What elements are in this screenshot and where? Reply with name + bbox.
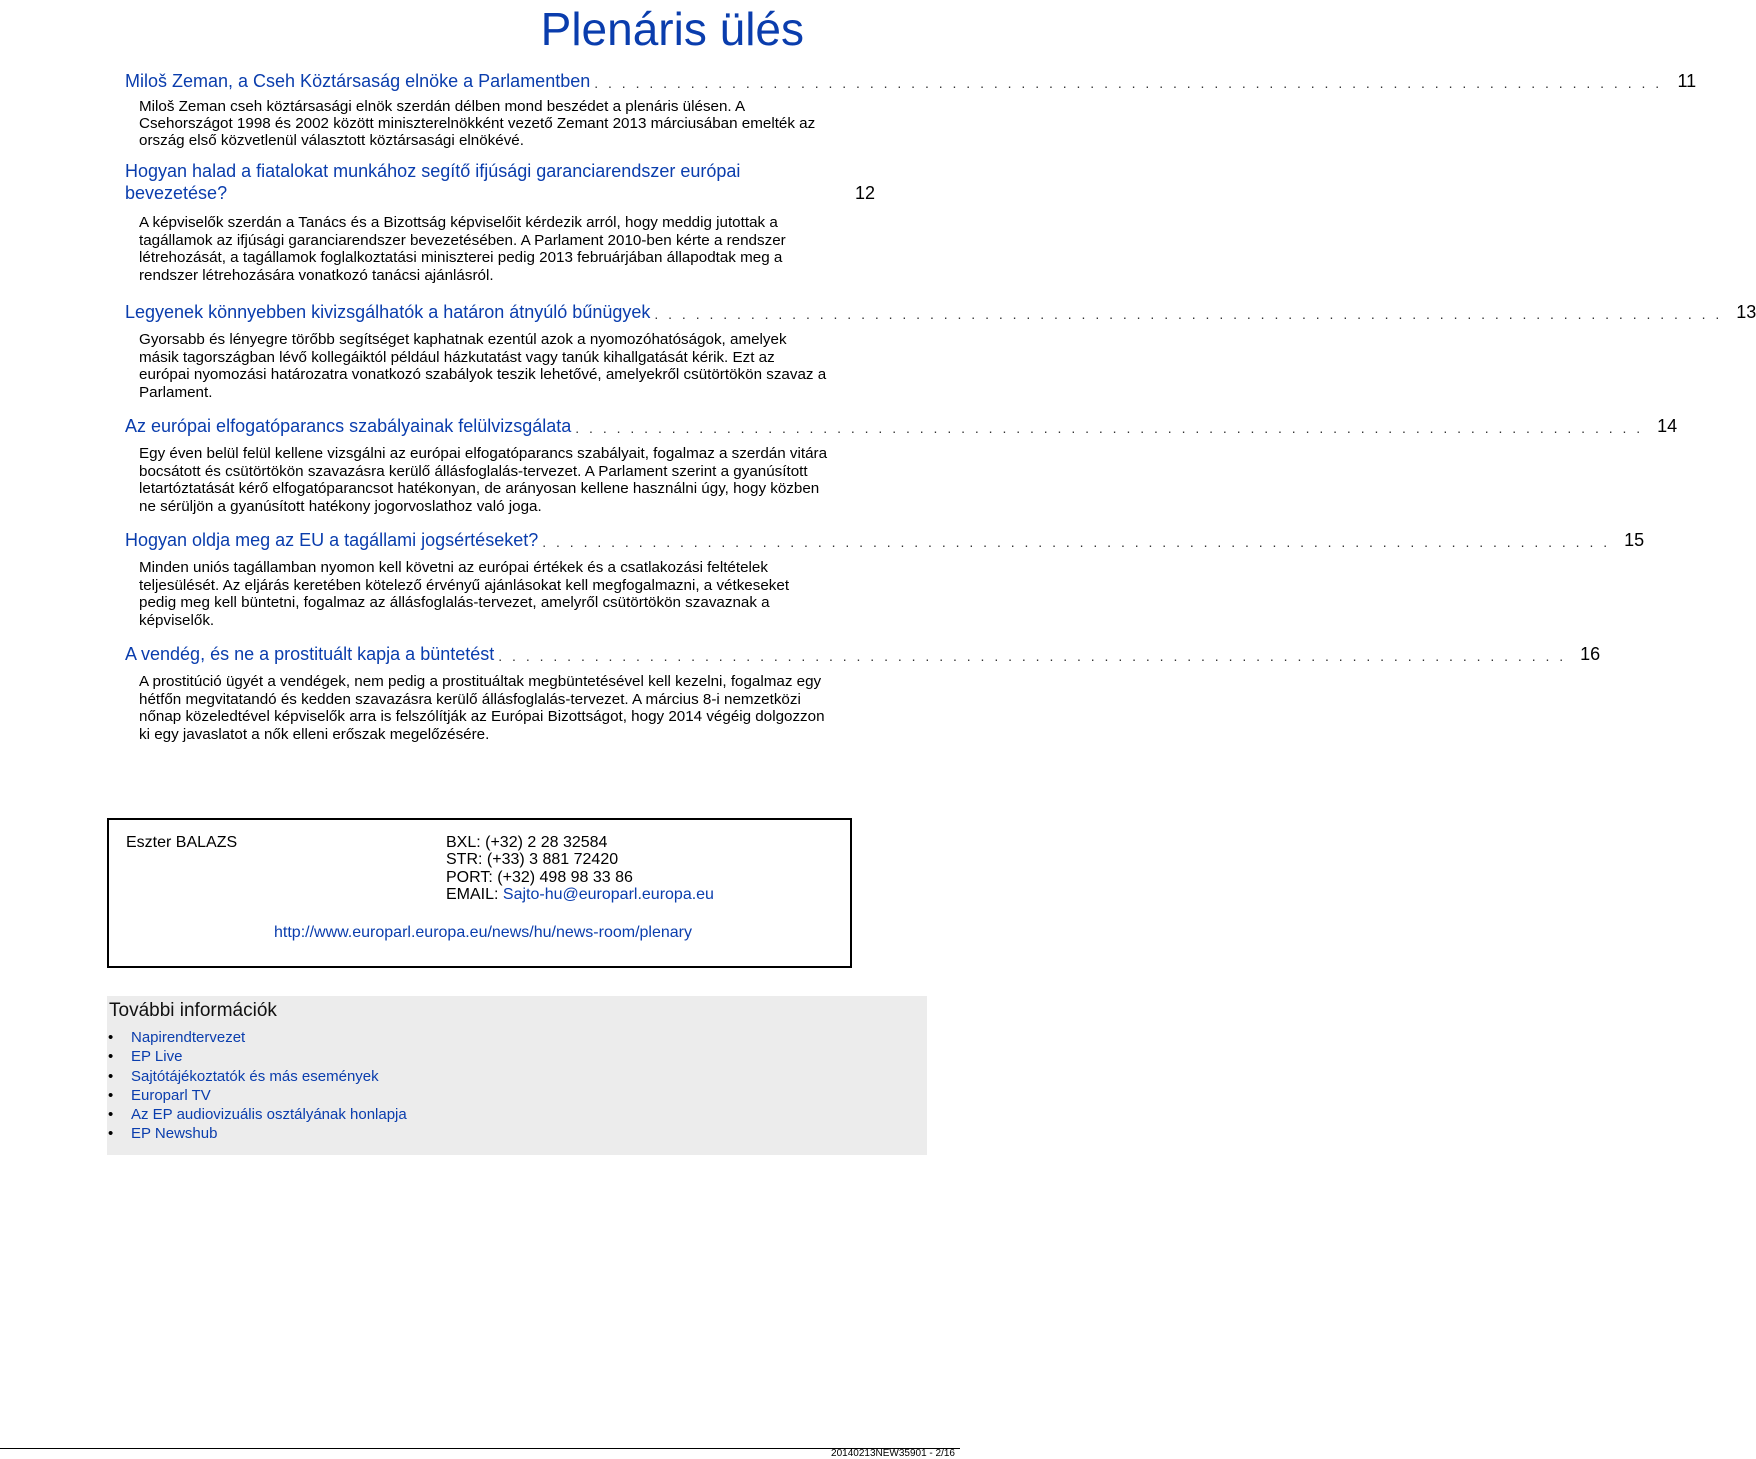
toc-entry-title[interactable] <box>125 160 845 204</box>
link-press-conferences[interactable]: Sajtótájékoztatók és más események <box>131 1067 379 1085</box>
list-item <box>107 1105 407 1124</box>
contact-details <box>446 834 714 903</box>
bullet-icon: • <box>108 1067 114 1085</box>
more-info-box <box>107 996 927 1155</box>
contact-email-label: EMAIL: <box>446 885 503 903</box>
contact-phone-port: PORT: (+32) 498 98 33 86 <box>446 868 633 886</box>
toc-entry-summary: A képviselők szerdán a Tanács és a Bizottság képviselőit kérdezik arról, hogy meddig jutottak a tagállamok az ifjúsági garanciarendszer bevezetésében. A Parlament 2010-ben kérte a rendszer létrehozását, a tagállamok foglalkoztatási miniszterei pedig 2013 februárjában állapodtak meg a rendszer létrehozására vonatkozó tanácsi ajánlásról. <box>139 214 786 284</box>
toc-entry-summary: Minden uniós tagállamban nyomon kell követni az európai értékek és a csatlakozási feltételek teljesülését. Az eljárás keretében kötelező érvényű ajánlásokat kell megfogalmazni, a vétkeseket pedig meg kell büntetni, fogalmaz az állásfoglalás-tervezet, amelyről csütörtökön szavaznak a képviselők. <box>139 559 790 629</box>
link-audiovisual-site[interactable]: Az EP audiovizuális osztályának honlapja <box>131 1106 407 1124</box>
plenary-url-link[interactable]: http://www.europarl.europa.eu/news/hu/news-room/plenary <box>274 924 692 941</box>
list-item <box>107 1067 407 1086</box>
contact-box <box>107 818 852 968</box>
more-info-list <box>107 1028 407 1144</box>
contact-phone-str: STR: (+33) 3 881 72420 <box>446 851 619 869</box>
leader-dots: . . . . . . . . . . . . . . . . . . . . . . . . . . . . . . . . . . . . . . . . . . . . . . . . . . . . . . . . . . . . . . . . . . . . . . . . . . . . . . <box>594 75 1663 91</box>
contact-phone-bxl: BXL: (+32) 2 28 32584 <box>446 834 608 851</box>
link-napirendtervezet[interactable]: Napirendtervezet <box>131 1029 246 1046</box>
link-europarl-tv[interactable]: Europarl TV <box>131 1086 211 1104</box>
toc-entry <box>125 643 1601 743</box>
contact-email-row <box>446 886 714 903</box>
contact-name: Eszter BALAZS <box>126 834 238 851</box>
toc-entry-summary: Gyorsabb és lényegre törőbb segítséget kaphatnak ezentúl azok a nyomozóhatóságok, amelyek másik tagországban lévő kollegáiktól például házkutatást vagy tanúk kihallgatását kérik. Ezt az európai nyomozási határozatra vonatkozó szabályok teszik lehetővé, amelyekről csütörtökön szavaz a Parlament. <box>139 331 827 401</box>
toc-page-number: 15 <box>1624 530 1645 550</box>
toc-entry-summary: A prostitúció ügyét a vendégek, nem pedig a prostituáltak megbüntetésével kell kezelni, fogalmaz egy hétfőn megvitatandó és kedden szavazásra kerülő állásfoglalás-tervezet. A március 8-i nemzetközi nőnap közeledtével képviselők arra is felszólítják az Európai Bizottságot, hogy 2014 végéig dolgozzon ki egy javaslatot a nők elleni erőszak megelőzésére. <box>139 673 825 743</box>
link-ep-newshub[interactable]: EP Newshub <box>131 1125 218 1143</box>
footer-reference: 20140213NEW35901 - 2/16 <box>831 1448 955 1459</box>
toc-entry-title[interactable]: A vendég, és ne a prostituált kapja a büntetést <box>125 644 495 664</box>
table-of-contents <box>125 70 1756 743</box>
leader-dots: . . . . . . . . . . . . . . . . . . . . . . . . . . . . . . . . . . . . . . . . . . . . . . . . . . . . . . . . . . . . . . . . . . . . . . . . . . . . . . <box>542 534 1611 550</box>
bullet-icon: • <box>108 1125 114 1143</box>
toc-page-number: 12 <box>854 183 875 203</box>
link-ep-live[interactable]: EP Live <box>131 1048 183 1066</box>
toc-entry-title-text[interactable]: Hogyan halad a fiatalokat munkához segítő ifjúsági garanciarendszer európai bevezetése? <box>125 161 741 203</box>
more-info-title: További információk <box>109 1000 277 1021</box>
toc-entry <box>125 160 895 284</box>
toc-entry-title[interactable]: Miloš Zeman, a Cseh Köztársaság elnöke a Parlamentben <box>125 71 591 91</box>
toc-page-number: 13 <box>1736 302 1756 322</box>
bullet-icon: • <box>108 1029 114 1046</box>
toc-entry <box>125 301 1756 401</box>
list-item <box>107 1124 407 1143</box>
toc-page-number: 11 <box>1677 71 1697 91</box>
page-title: Plenáris ülés <box>540 3 804 55</box>
toc-entry-summary: Egy éven belül felül kellene vizsgálni az európai elfogatóparancs szabályait, fogalmaz a szerdán vitára bocsátott és csütörtökön szavazásra kerülő állásfoglalás-tervezet. A Parlament szerint a gyanúsított letartóztatását kérő elfogatóparancsot hatékonyan, de arányosan kellene használni úgy, hogy közben ne sérüljön a gyanúsított hatékony jogorvoslathoz való joga. <box>139 445 828 515</box>
toc-entry <box>125 415 1678 515</box>
toc-entry <box>125 529 1645 629</box>
toc-entry-title[interactable]: Az európai elfogatóparancs szabályainak felülvizsgálata <box>125 416 572 436</box>
bullet-icon: • <box>108 1048 114 1066</box>
footer-divider <box>0 1448 960 1449</box>
toc-entry <box>125 70 1697 149</box>
contact-email-link[interactable]: Sajto-hu@europarl.europa.eu <box>502 885 714 903</box>
bullet-icon: • <box>108 1086 114 1104</box>
toc-entry-title[interactable]: Hogyan oldja meg az EU a tagállami jogsértéseket? <box>125 530 539 550</box>
toc-entry-summary: Miloš Zeman cseh köztársasági elnök szerdán délben mond beszédet a plenáris ülésen. A Csehországot 1998 és 2002 között miniszterelnökként vezető Zemant 2013 márciusában emelték az ország első közvetlenül választott köztársasági elnökévé. <box>139 98 816 149</box>
leader-dots: . . . . . . . . . . . . . . . . . . . . . . . . . . . . . . . . . . . . . . . . . . . . . . . . . . . . . . . . . . . . . . . . . . . . . . . . . . . . . . <box>575 420 1644 436</box>
toc-page-number: 14 <box>1657 416 1678 436</box>
bullet-icon: • <box>108 1106 114 1124</box>
list-item <box>107 1047 407 1066</box>
leader-dots: . . . . . . . . . . . . . . . . . . . . . . . . . . . . . . . . . . . . . . . . . . . . . . . . . . . . . . . . . . . . . . . . . . . . . . . . . . . . . . <box>498 648 1567 664</box>
list-item <box>107 1028 407 1047</box>
toc-entry-title[interactable]: Legyenek könnyebben kivizsgálhatók a határon átnyúló bűnügyek <box>125 302 651 322</box>
toc-page-number: 16 <box>1580 644 1601 664</box>
list-item <box>107 1086 407 1105</box>
leader-dots: . . . . . . . . . . . . . . . . . . . . . . . . . . . . . . . . . . . . . . . . . . . . . . . . . . . . . . . . . . . . . . . . . . . . . . . . . . . . . . <box>654 306 1723 322</box>
